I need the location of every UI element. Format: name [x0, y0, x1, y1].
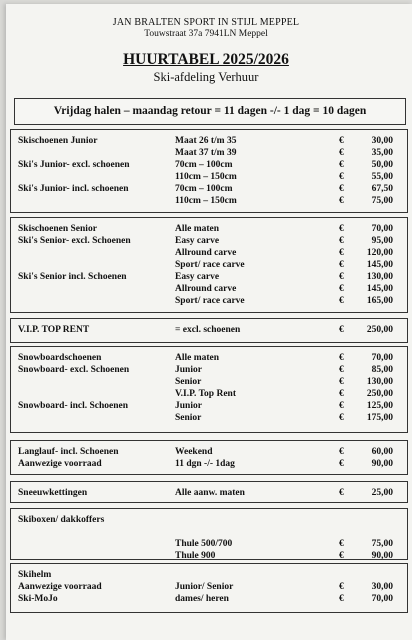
price-section	[10, 217, 408, 313]
item-price: 145,00	[366, 260, 393, 270]
currency-symbol: €	[339, 148, 344, 158]
price-row	[11, 412, 409, 424]
price-row	[11, 388, 409, 400]
item-label: Snowboard- incl. Schoenen	[18, 401, 129, 411]
item-price: 95,00	[371, 236, 393, 246]
item-price: 250,00	[366, 389, 393, 399]
item-option: Alle aanw. maten	[175, 488, 245, 498]
document-title: HUURTABEL 2025/2026	[123, 51, 289, 68]
currency-symbol: €	[339, 224, 344, 234]
currency-symbol: €	[339, 184, 344, 194]
item-price: 85,00	[371, 365, 393, 375]
currency-symbol: €	[339, 582, 344, 592]
currency-symbol: €	[339, 594, 344, 604]
currency-symbol: €	[339, 160, 344, 170]
item-label: Ski-MoJo	[18, 594, 58, 604]
price-row	[11, 135, 409, 147]
price-row	[11, 171, 409, 183]
currency-symbol: €	[339, 296, 344, 306]
price-row	[11, 364, 409, 376]
currency-symbol: €	[339, 248, 344, 258]
currency-symbol: €	[339, 459, 344, 469]
item-price: 60,00	[371, 447, 393, 457]
price-section	[10, 440, 408, 475]
price-section	[10, 508, 408, 560]
item-option: Allround carve	[175, 248, 237, 258]
item-price: 70,00	[371, 594, 393, 604]
item-price: 145,00	[366, 284, 393, 294]
price-row	[11, 195, 409, 207]
price-row	[11, 514, 409, 526]
item-option: 70cm – 100cm	[175, 160, 233, 170]
item-price: 120,00	[366, 248, 393, 258]
item-label: Sneeuwkettingen	[18, 488, 88, 498]
currency-symbol: €	[339, 413, 344, 423]
price-row	[11, 458, 409, 470]
item-label: V.I.P. TOP RENT	[18, 325, 90, 335]
currency-symbol: €	[339, 447, 344, 457]
currency-symbol: €	[339, 284, 344, 294]
price-row	[11, 569, 409, 581]
currency-symbol: €	[339, 551, 344, 561]
price-row	[11, 376, 409, 388]
item-label: Aanwezige voorraad	[18, 582, 102, 592]
item-option: dames/ heren	[175, 594, 229, 604]
item-option: Weekend	[175, 447, 213, 457]
price-row	[11, 593, 409, 605]
price-section	[10, 318, 408, 343]
currency-symbol: €	[339, 260, 344, 270]
item-price: 130,00	[366, 377, 393, 387]
currency-symbol: €	[339, 325, 344, 335]
item-price: 75,00	[371, 196, 393, 206]
currency-symbol: €	[339, 377, 344, 387]
price-row	[11, 538, 409, 550]
company-name: JAN BRALTEN SPORT IN STIJL MEPPEL	[112, 17, 300, 28]
item-option: = excl. schoenen	[175, 325, 241, 335]
price-row	[11, 295, 409, 307]
item-option: Maat 37 t/m 39	[175, 148, 237, 158]
item-option: Sport/ race carve	[175, 296, 245, 306]
item-option: Junior	[175, 365, 202, 375]
currency-symbol: €	[339, 196, 344, 206]
item-label: Ski's Junior- incl. schoenen	[18, 184, 129, 194]
item-price: 130,00	[366, 272, 393, 282]
price-row	[11, 581, 409, 593]
price-section	[10, 129, 408, 213]
item-option: Thule 900	[175, 551, 216, 561]
price-row	[11, 400, 409, 412]
currency-symbol: €	[339, 539, 344, 549]
price-row	[11, 283, 409, 295]
item-option: V.I.P. Top Rent	[175, 389, 236, 399]
item-option: Maat 26 t/m 35	[175, 136, 237, 146]
price-row	[11, 183, 409, 195]
item-price: 175,00	[366, 413, 393, 423]
item-label: Skischoenen Junior	[18, 136, 98, 146]
currency-symbol: €	[339, 401, 344, 411]
price-section	[10, 481, 408, 503]
price-row	[11, 487, 409, 499]
price-row	[11, 352, 409, 364]
item-label: Langlauf- incl. Schoenen	[18, 447, 119, 457]
item-price: 30,00	[371, 582, 393, 592]
item-price: 250,00	[366, 325, 393, 335]
item-option: 110cm – 150cm	[175, 172, 237, 182]
item-price: 67,50	[371, 184, 393, 194]
price-row	[11, 159, 409, 171]
currency-symbol: €	[339, 272, 344, 282]
currency-symbol: €	[339, 136, 344, 146]
item-option: 110cm – 150cm	[175, 196, 237, 206]
price-section	[10, 346, 408, 433]
item-label: Snowboardschoenen	[18, 353, 102, 363]
item-label: Ski's Junior- excl. schoenen	[18, 160, 130, 170]
item-price: 75,00	[371, 539, 393, 549]
item-price: 125,00	[366, 401, 393, 411]
currency-symbol: €	[339, 353, 344, 363]
price-row	[11, 223, 409, 235]
company-address: Touwstraat 37a 7941LN Meppel	[144, 29, 268, 39]
item-option: 11 dgn -/- 1dag	[175, 459, 235, 469]
currency-symbol: €	[339, 389, 344, 399]
price-section	[10, 563, 408, 613]
item-option: Sport/ race carve	[175, 260, 245, 270]
currency-symbol: €	[339, 172, 344, 182]
item-label: Snowboard- excl. Schoenen	[18, 365, 130, 375]
item-price: 90,00	[371, 551, 393, 561]
item-price: 50,00	[371, 160, 393, 170]
item-option: Senior	[175, 377, 202, 387]
price-row	[11, 324, 409, 336]
item-price: 165,00	[366, 296, 393, 306]
item-price: 70,00	[371, 353, 393, 363]
item-option: Thule 500/700	[175, 539, 233, 549]
item-option: Senior	[175, 413, 202, 423]
rental-period-notice: Vrijdag halen – maandag retour = 11 dagen -/- 1 dag = 10 dagen	[14, 98, 406, 125]
item-option: Easy carve	[175, 272, 220, 282]
item-label: Skihelm	[18, 570, 52, 580]
price-row	[11, 446, 409, 458]
price-row	[11, 235, 409, 247]
item-price: 30,00	[371, 136, 393, 146]
item-option: Alle maten	[175, 224, 220, 234]
item-label: Skischoenen Senior	[18, 224, 97, 234]
item-price: 25,00	[371, 488, 393, 498]
item-label: Ski's Senior incl. Schoenen	[18, 272, 127, 282]
item-option: Junior/ Senior	[175, 582, 234, 592]
item-option: Easy carve	[175, 236, 220, 246]
item-option: Alle maten	[175, 353, 220, 363]
document-subtitle: Ski-afdeling Verhuur	[153, 70, 259, 84]
item-label: Skiboxen/ dakkoffers	[18, 515, 105, 525]
item-price: 35,00	[371, 148, 393, 158]
price-row	[11, 526, 409, 538]
price-row	[11, 550, 409, 562]
price-row	[11, 247, 409, 259]
currency-symbol: €	[339, 236, 344, 246]
price-row	[11, 147, 409, 159]
item-option: 70cm – 100cm	[175, 184, 233, 194]
currency-symbol: €	[339, 365, 344, 375]
price-row	[11, 259, 409, 271]
item-option: Allround carve	[175, 284, 237, 294]
price-row	[11, 271, 409, 283]
item-label: Ski's Senior- excl. Schoenen	[18, 236, 131, 246]
item-price: 90,00	[371, 459, 393, 469]
item-label: Aanwezige voorraad	[18, 459, 102, 469]
item-option: Junior	[175, 401, 202, 411]
item-price: 55,00	[371, 172, 393, 182]
currency-symbol: €	[339, 488, 344, 498]
item-price: 70,00	[371, 224, 393, 234]
